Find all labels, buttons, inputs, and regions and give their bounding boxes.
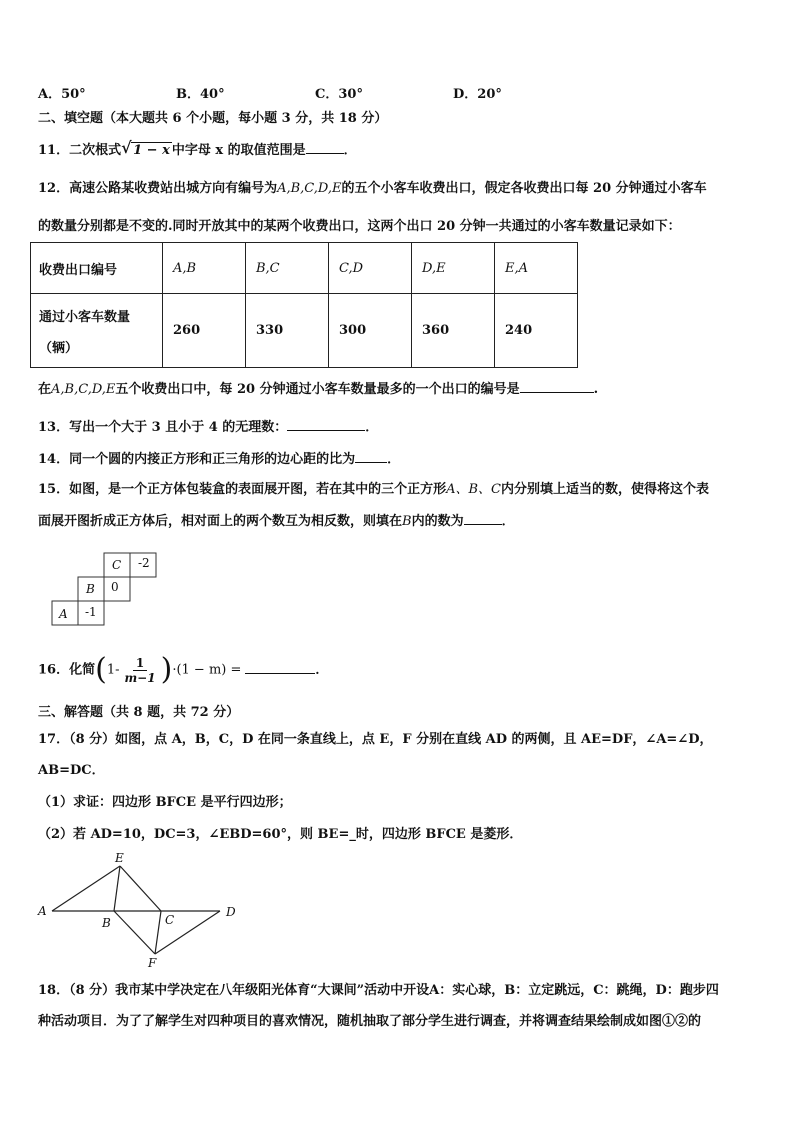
q12-ask-post: 五个收费出口中，每 20 分钟通过小客车数量最多的一个出口的编号是 bbox=[115, 382, 520, 397]
q13-end: ． bbox=[365, 420, 379, 435]
net-label-0: 0 bbox=[111, 580, 119, 594]
answer-blank-12[interactable] bbox=[520, 380, 594, 393]
q14-end: ． bbox=[387, 452, 401, 467]
q15-line1-post: 内分别填上适当的数，使得将这个表 bbox=[500, 482, 709, 497]
table-cell-pair: A,B bbox=[163, 243, 246, 294]
table-cell-count: 260 bbox=[163, 294, 246, 368]
q15-line1: 15．如图，是一个正方体包装盒的表面展开图，若在其中的三个正方形 bbox=[38, 482, 447, 497]
toll-exit-table bbox=[30, 242, 578, 368]
q16-pre: 16．化简 bbox=[38, 662, 96, 678]
section-fill-in-title: 二、填空题（本大题共 6 个小题，每小题 3 分，共 18 分） bbox=[38, 111, 388, 126]
q18-line1-rest: A：实心球，B：立定跳远，C：跳绳，D：跑步四 bbox=[429, 983, 719, 998]
sqrt-expression: √ 1 − x bbox=[121, 138, 170, 158]
table-cell-pair: B,C bbox=[246, 243, 329, 294]
q12-line1-pre: 12．高速公路某收费站出城方向有编号为 bbox=[38, 181, 278, 196]
q15-line2-post: 内的数为 bbox=[411, 514, 464, 529]
q12-line1-post: 的五个小客车收费出口，假定各收费出口每 20 分钟通过小客车 bbox=[341, 181, 707, 196]
q12-ask-letters: A,B,C,D,E bbox=[51, 382, 116, 397]
table-cell-count: 360 bbox=[412, 294, 495, 368]
q12-exit-letters: A,B,C,D,E bbox=[277, 181, 342, 196]
count-label-1: 通过小客车数量 bbox=[39, 309, 131, 325]
cube-net-figure bbox=[50, 551, 162, 629]
point-label-f: F bbox=[148, 956, 157, 970]
fraction-denominator: m−1 bbox=[124, 670, 156, 685]
question-12-ask bbox=[38, 380, 598, 399]
segment-cf bbox=[155, 911, 161, 954]
fraction-numerator: 1 bbox=[133, 656, 147, 671]
option-c: C．30° bbox=[315, 87, 363, 102]
q15-letter-b: B bbox=[402, 514, 412, 529]
segment-bf bbox=[114, 911, 155, 954]
question-12-line1 bbox=[38, 180, 707, 198]
sqrt-radicand: 1 − x bbox=[133, 143, 170, 158]
q16-one: 1- bbox=[106, 662, 120, 678]
net-label-c: C bbox=[112, 558, 122, 572]
q12-ask-end: . bbox=[593, 382, 599, 397]
question-17-part1: （1）求证：四边形 BFCE 是平行四边形； bbox=[38, 795, 292, 810]
question-16 bbox=[38, 654, 328, 687]
section-solutions-title: 三、解答题（共 8 题，共 72 分） bbox=[38, 705, 240, 720]
table-cell-pair: C,D bbox=[329, 243, 412, 294]
answer-blank-13[interactable] bbox=[287, 418, 365, 431]
question-14 bbox=[38, 450, 400, 469]
net-label-b: B bbox=[86, 582, 95, 596]
question-11 bbox=[38, 138, 357, 160]
question-17-line2: AB=DC． bbox=[38, 763, 105, 778]
paren-open: ( bbox=[95, 652, 107, 687]
question-15-line2 bbox=[38, 512, 515, 531]
table-cell-pair: E,A bbox=[495, 243, 578, 294]
question-18-line1 bbox=[38, 982, 719, 1000]
question-13 bbox=[38, 418, 378, 437]
table-cell-count: 300 bbox=[329, 294, 412, 368]
q16-end: ． bbox=[315, 662, 329, 678]
answer-blank-16[interactable] bbox=[245, 661, 315, 674]
q15-letters: A、B、C bbox=[446, 482, 501, 497]
q11-text-post: 中字母 x 的取值范围是 bbox=[171, 143, 306, 158]
segment-ec bbox=[120, 866, 161, 911]
answer-blank-15[interactable] bbox=[464, 512, 502, 525]
table-header-count bbox=[31, 294, 163, 368]
question-15-line1 bbox=[38, 481, 709, 499]
question-17-part2: （2）若 AD=10，DC=3，∠EBD=60°，则 BE=_时，四边形 BFCE 是菱形． bbox=[38, 827, 523, 842]
point-label-e: E bbox=[115, 851, 124, 865]
q12-ask-pre: 在 bbox=[38, 382, 52, 397]
question-18-line2: 种活动项目．为了了解学生对四种项目的喜欢情况，随机抽取了部分学生进行调查，并将调查结果绘制成如图①②的 bbox=[38, 1014, 702, 1029]
q15-line2-pre: 面展开图折成正方体后，相对面上的两个数互为相反数，则填在 bbox=[38, 514, 403, 529]
table-header-exit: 收费出口编号 bbox=[31, 243, 163, 294]
geometry-figure-17 bbox=[30, 848, 245, 970]
point-label-a: A bbox=[38, 904, 47, 918]
fraction bbox=[121, 656, 158, 685]
option-a: A．50° bbox=[38, 87, 86, 102]
q18-line1-pre: 18．（8 分）我市某中学决定在八年级阳光体育“大课间”活动中开设 bbox=[38, 983, 430, 998]
net-label-neg2: -2 bbox=[138, 556, 150, 570]
q16-mult: ·(1 − m) = bbox=[172, 662, 242, 678]
answer-blank-14[interactable] bbox=[355, 450, 387, 463]
question-12-line2: 的数量分别都是不变的.同时开放其中的某两个收费出口，这两个出口 20 分钟一共通过的小客车数量记录如下： bbox=[38, 219, 681, 234]
q11-text-pre: 11．二次根式 bbox=[38, 143, 122, 158]
q11-end: ． bbox=[343, 143, 357, 158]
point-label-b: B bbox=[102, 916, 111, 930]
answer-blank-11[interactable] bbox=[306, 141, 344, 154]
segment-eb bbox=[114, 866, 120, 911]
net-label-neg1: -1 bbox=[85, 605, 97, 619]
table-row-counts bbox=[31, 294, 578, 368]
table-row-exits bbox=[31, 243, 578, 294]
table-cell-pair: D,E bbox=[412, 243, 495, 294]
net-label-a: A bbox=[59, 607, 68, 621]
question-17-line1: 17．（8 分）如图，点 A，B，C，D 在同一条直线上，点 E，F 分别在直线 AD 的两侧，且 AE=DF，∠A=∠D， bbox=[38, 732, 713, 747]
q13-text: 13．写出一个大于 3 且小于 4 的无理数： bbox=[38, 420, 288, 435]
count-label-2: （辆） bbox=[39, 340, 79, 356]
segment-ae bbox=[52, 866, 120, 911]
q14-text: 14．同一个圆的内接正方形和正三角形的边心距的比为 bbox=[38, 452, 356, 467]
point-label-d: D bbox=[226, 905, 236, 919]
point-label-c: C bbox=[165, 913, 175, 927]
option-d: D．20° bbox=[453, 87, 502, 102]
table-cell-count: 240 bbox=[495, 294, 578, 368]
option-b: B．40° bbox=[176, 87, 225, 102]
q15-line2-end: ． bbox=[501, 514, 515, 529]
table-cell-count: 330 bbox=[246, 294, 329, 368]
paren-close: ) bbox=[160, 652, 173, 687]
